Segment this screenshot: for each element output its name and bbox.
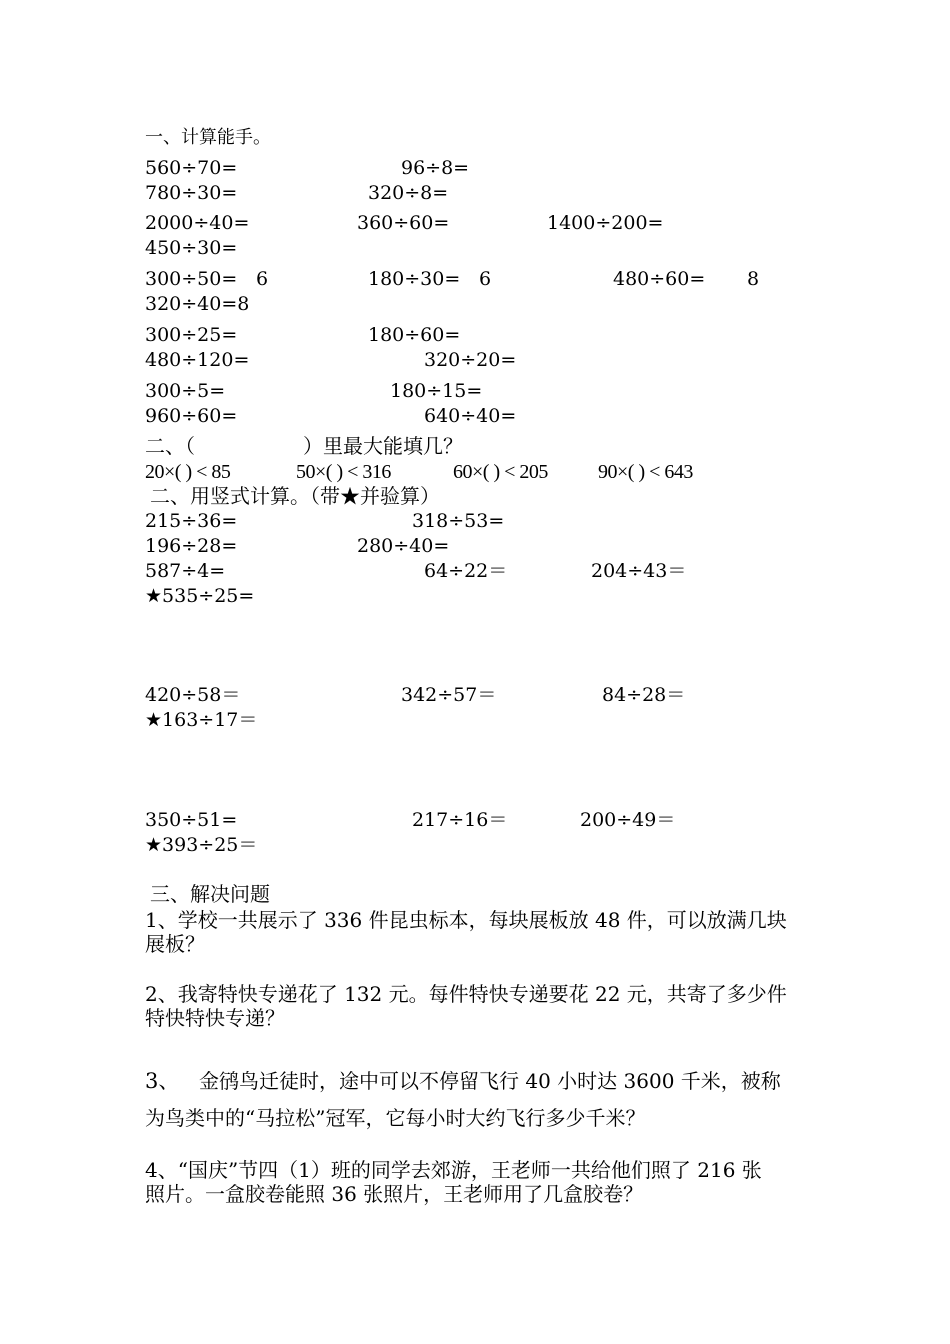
problem: 320÷8= [368, 182, 449, 204]
problem: 300÷50= [145, 268, 238, 290]
inequality-item: 90×( ) < 643 [598, 461, 693, 483]
problem: 217÷16＝ [412, 809, 508, 831]
problem: 320÷20= [424, 349, 517, 371]
word-problem-2-line-1: 2、我寄特快专递花了 132 元。每件特快专递要花 22 元，共寄了多少件 [145, 982, 787, 1006]
word-problem-4-line-2: 照片。一盒胶卷能照 36 张照片，王老师用了几盒胶卷？ [145, 1182, 644, 1206]
inequality-item: 20×( ) < 85 [145, 461, 231, 483]
word-problem-3-line-2: 为鸟类中的“马拉松”冠军，它每小时大约飞行多少千米？ [145, 1106, 646, 1130]
problem: 200÷49＝ [580, 809, 676, 831]
starred-problem: ★393÷25＝ [145, 834, 258, 856]
problem: 1400÷200= [547, 212, 664, 234]
section-2-heading-start: 二、（ [145, 434, 195, 458]
problem: 64÷22＝ [424, 560, 508, 582]
answer: 6 [479, 268, 492, 290]
problem: 480÷60= [613, 268, 706, 290]
word-problem-3-line-1: 金鸻鸟迁徒时，途中可以不停留飞行 40 小时达 3600 千米，被称 [199, 1069, 781, 1093]
problem: 450÷30= [145, 237, 238, 259]
answer: 6 [256, 268, 269, 290]
word-problem-2-line-2: 特快特快专递？ [145, 1006, 285, 1030]
section-1-heading: 一、计算能手。 [145, 127, 271, 148]
problem: 360÷60= [357, 212, 450, 234]
problem: 342÷57＝ [401, 684, 497, 706]
problem: 640÷40= [424, 405, 517, 427]
problem: 300÷25= [145, 324, 238, 346]
inequality-item: 50×( ) < 316 [296, 461, 391, 483]
problem: 2000÷40= [145, 212, 250, 234]
problem: 196÷28= [145, 535, 238, 557]
problem: 320÷40=8 [145, 293, 250, 315]
problem: 84÷28＝ [602, 684, 686, 706]
word-problem-1-line-2: 展板？ [145, 932, 205, 956]
problem: 180÷30= [368, 268, 461, 290]
problem: 280÷40= [357, 535, 450, 557]
problem: 318÷53= [412, 510, 505, 532]
answer: 8 [747, 268, 760, 290]
word-problem-3-number: 3、 [145, 1069, 180, 1093]
problem: 480÷120= [145, 349, 250, 371]
problem: 420÷58＝ [145, 684, 241, 706]
problem: 180÷15= [390, 380, 483, 402]
inequality-item: 60×( ) < 205 [453, 461, 548, 483]
word-problem-1-line-1: 1、学校一共展示了 336 件昆虫标本，每块展板放 48 件，可以放满几块 [145, 908, 787, 932]
problem: 350÷51= [145, 809, 238, 831]
problem: 180÷60= [368, 324, 461, 346]
section-2-heading-end: ）里最大能填几？ [303, 434, 463, 458]
problem: 204÷43＝ [591, 560, 687, 582]
problem: 300÷5= [145, 380, 226, 402]
problem: 560÷70= [145, 157, 238, 179]
starred-problem: ★535÷25= [145, 585, 255, 607]
section-3-heading: 二、用竖式计算。（带★并验算） [150, 484, 440, 508]
problem: 780÷30= [145, 182, 238, 204]
problem: 960÷60= [145, 405, 238, 427]
starred-problem: ★163÷17＝ [145, 709, 258, 731]
problem: 96÷8= [401, 157, 470, 179]
section-4-heading: 三、解决问题 [150, 882, 270, 906]
problem: 215÷36= [145, 510, 238, 532]
problem: 587÷4= [145, 560, 226, 582]
word-problem-4-line-1: 4、“国庆”节四（1）班的同学去郊游，王老师一共给他们照了 216 张 [145, 1158, 762, 1182]
